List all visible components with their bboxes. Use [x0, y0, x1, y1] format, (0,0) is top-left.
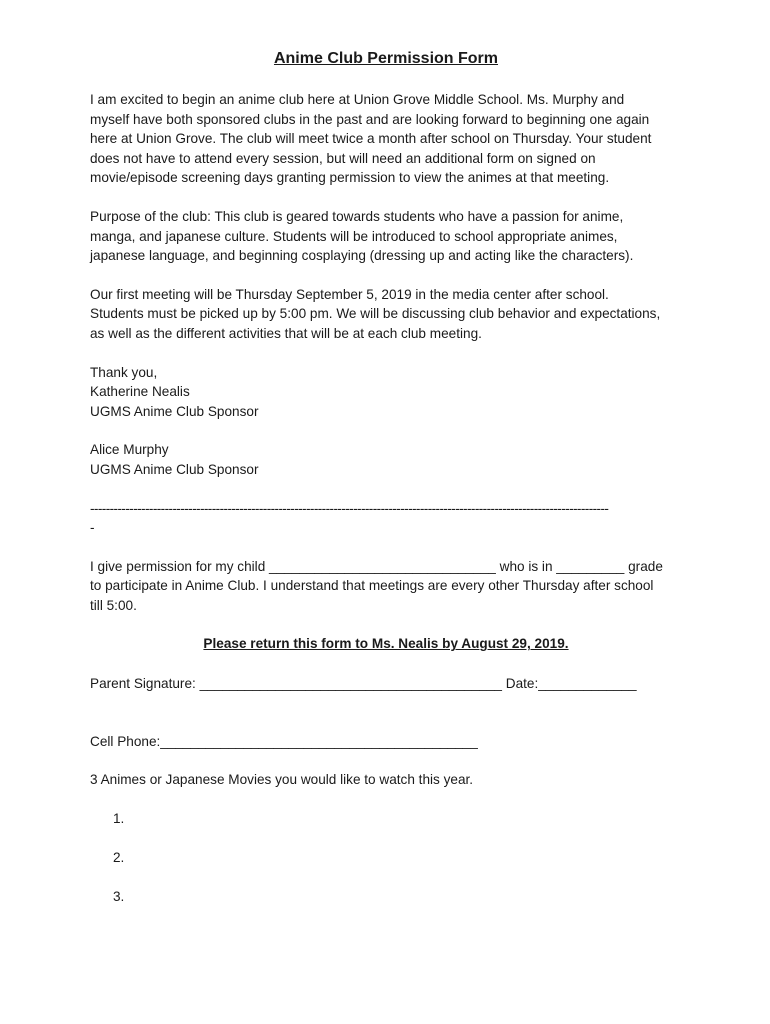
second-sponsor-block — [90, 440, 682, 479]
sponsor-role: UGMS Anime Club Sponsor — [90, 461, 259, 477]
parent-signature-field[interactable]: Parent Signature: ________________________________________ Date:_____________ — [90, 676, 637, 692]
sponsor-name: Alice Murphy — [90, 442, 169, 458]
purpose-line: Purpose of the club: This club is geared towards students who have a passion for anime, — [90, 208, 624, 224]
animes-prompt: 3 Animes or Japanese Movies you would like to watch this year. — [90, 772, 474, 788]
meeting-line: Our first meeting will be Thursday September 5, 2019 in the media center after school. — [90, 286, 609, 302]
permission-line: I give permission for my child ______________________________ who is in _________ grade — [90, 558, 663, 574]
list-item[interactable]: 1. — [113, 810, 125, 826]
permission-line: till 5:00. — [90, 597, 137, 613]
sponsor-name: Katherine Nealis — [90, 384, 190, 400]
list-item[interactable]: 2. — [113, 850, 125, 866]
permission-line: to participate in Anime Club. I understand that meetings are every other Thursday after school — [90, 578, 654, 594]
page-title: Anime Club Permission Form — [273, 50, 499, 67]
signoff-block — [90, 363, 682, 422]
permission-paragraph — [90, 557, 682, 616]
cell-phone-field[interactable]: Cell Phone:__________________________________________ — [90, 733, 478, 749]
intro-paragraph — [90, 90, 682, 188]
cut-line-separator — [90, 499, 682, 538]
separator-tail: - — [90, 520, 95, 536]
sponsor-role: UGMS Anime Club Sponsor — [90, 403, 259, 419]
intro-line: here at Union Grove. The club will meet twice a month after school on Thursday. Your student — [90, 131, 652, 147]
anime-list — [90, 809, 682, 907]
purpose-line: manga, and japanese culture. Students will be introduced to school appropriate animes, — [90, 228, 618, 244]
meeting-paragraph — [90, 285, 682, 344]
meeting-line: as well as the different activities that will be at each club meeting. — [90, 325, 482, 341]
intro-line: myself have both sponsored clubs in the past and are looking forward to beginning one again — [90, 111, 650, 127]
list-item[interactable]: 3. — [113, 889, 125, 905]
return-notice: Please return this form to Ms. Nealis by August 29, 2019. — [203, 636, 569, 652]
purpose-line: japanese language, and beginning cosplaying (dressing up and acting like the characters). — [90, 248, 634, 264]
intro-line: does not have to attend every session, but will need an additional form on signed on — [90, 150, 596, 166]
closing-text: Thank you, — [90, 364, 158, 380]
separator-dashes: ------------------------------------------------------------------------------------------------------------------------------------ — [90, 500, 609, 516]
purpose-paragraph — [90, 207, 682, 266]
intro-line: I am excited to begin an anime club here at Union Grove Middle School. Ms. Murphy and — [90, 92, 625, 107]
intro-line: movie/episode screening days granting permission to view the animes at that meeting. — [90, 170, 610, 186]
meeting-line: Students must be picked up by 5:00 pm. We will be discussing club behavior and expectations, — [90, 306, 661, 322]
